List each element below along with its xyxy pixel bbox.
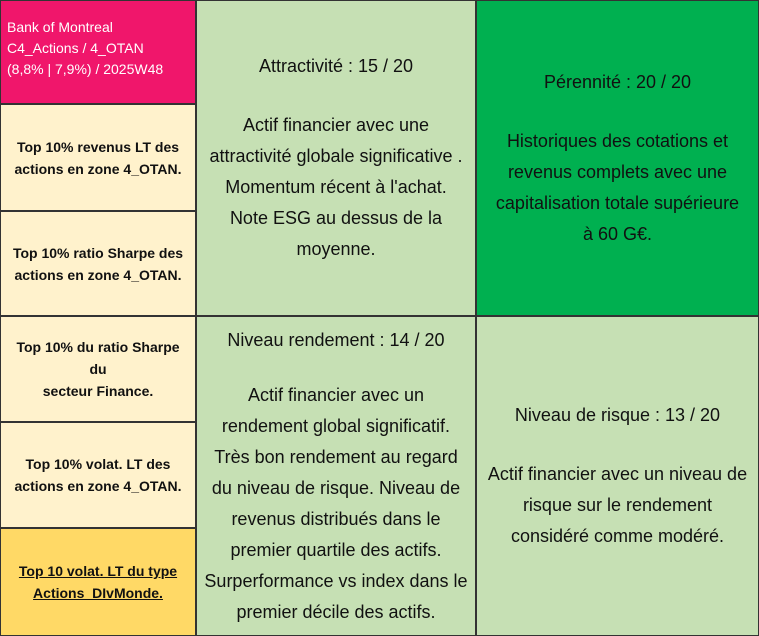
- criterion-line: actions en zone 4_OTAN.: [14, 478, 182, 494]
- rendement-panel: [196, 316, 476, 636]
- asset-performance: (8,8% | 7,9%) / 2025W48: [7, 61, 164, 77]
- risque-line: Actif financier avec un niveau de: [487, 464, 748, 484]
- rendement-line: premier quartile des actifs.: [230, 539, 442, 560]
- criterion-line: secteur Finance.: [42, 383, 154, 399]
- rendement-line: rendement global significatif.: [221, 415, 451, 436]
- rendement-line: Très bon rendement au regard: [214, 446, 458, 467]
- criterion-line: Top 10% ratio Sharpe des: [12, 244, 184, 261]
- attractivite-line: Actif financier avec une: [242, 115, 430, 135]
- criterion-line: Top 10% revenus LT des: [16, 138, 180, 155]
- asset-name: Bank of Montreal: [7, 19, 113, 35]
- asset-category: C4_Actions / 4_OTAN: [7, 40, 144, 56]
- rendement-title: Niveau rendement : 14 / 20: [227, 329, 445, 350]
- perennite-line: Historiques des cotations et: [506, 130, 729, 151]
- perennite-line: revenus complets avec une: [507, 161, 728, 182]
- attractivite-line: Note ESG au dessus de la: [229, 208, 443, 228]
- risque-line: risque sur le rendement: [522, 495, 713, 515]
- criterion-line: actions en zone 4_OTAN.: [14, 160, 182, 177]
- criterion-line: Top 10% du ratio Sharpe du: [16, 339, 180, 377]
- risque-line: considéré comme modéré.: [510, 526, 725, 546]
- asset-header: [0, 0, 196, 104]
- perennite-panel: [476, 0, 759, 316]
- risque-title: Niveau de risque : 13 / 20: [514, 405, 721, 425]
- criterion-ratio-sharpe-zone: [0, 211, 196, 316]
- criterion-volat-lt-type: [0, 528, 196, 636]
- perennite-title: Pérennité : 20 / 20: [543, 71, 692, 92]
- rendement-line: revenus distribués dans le: [231, 508, 441, 529]
- criterion-line: Top 10% volat. LT des: [25, 456, 171, 472]
- attractivite-panel: [196, 0, 476, 316]
- criterion-line: Actions_DIvMonde.: [33, 585, 163, 601]
- perennite-line: à 60 G€.: [582, 223, 653, 244]
- attractivite-title: Attractivité : 15 / 20: [258, 56, 414, 76]
- risque-panel: [476, 316, 759, 636]
- attractivite-line: moyenne.: [296, 239, 376, 259]
- perennite-line: capitalisation totale supérieure: [495, 192, 740, 213]
- criterion-ratio-sharpe-secteur: [0, 316, 196, 422]
- criterion-volat-lt-zone: [0, 422, 196, 528]
- rendement-line: premier décile des actifs.: [236, 601, 436, 622]
- attractivite-line: Momentum récent à l'achat.: [225, 177, 447, 197]
- criterion-revenus-lt: [0, 104, 196, 211]
- criterion-line: actions en zone 4_OTAN.: [14, 266, 182, 283]
- rendement-line: Surperformance vs index dans le: [204, 570, 468, 591]
- rendement-line: Actif financier avec un: [247, 384, 425, 405]
- criterion-line: Top 10 volat. LT du type: [18, 563, 178, 579]
- rendement-line: du niveau de risque. Niveau de: [211, 477, 461, 498]
- attractivite-line: attractivité globale significative .: [209, 146, 463, 166]
